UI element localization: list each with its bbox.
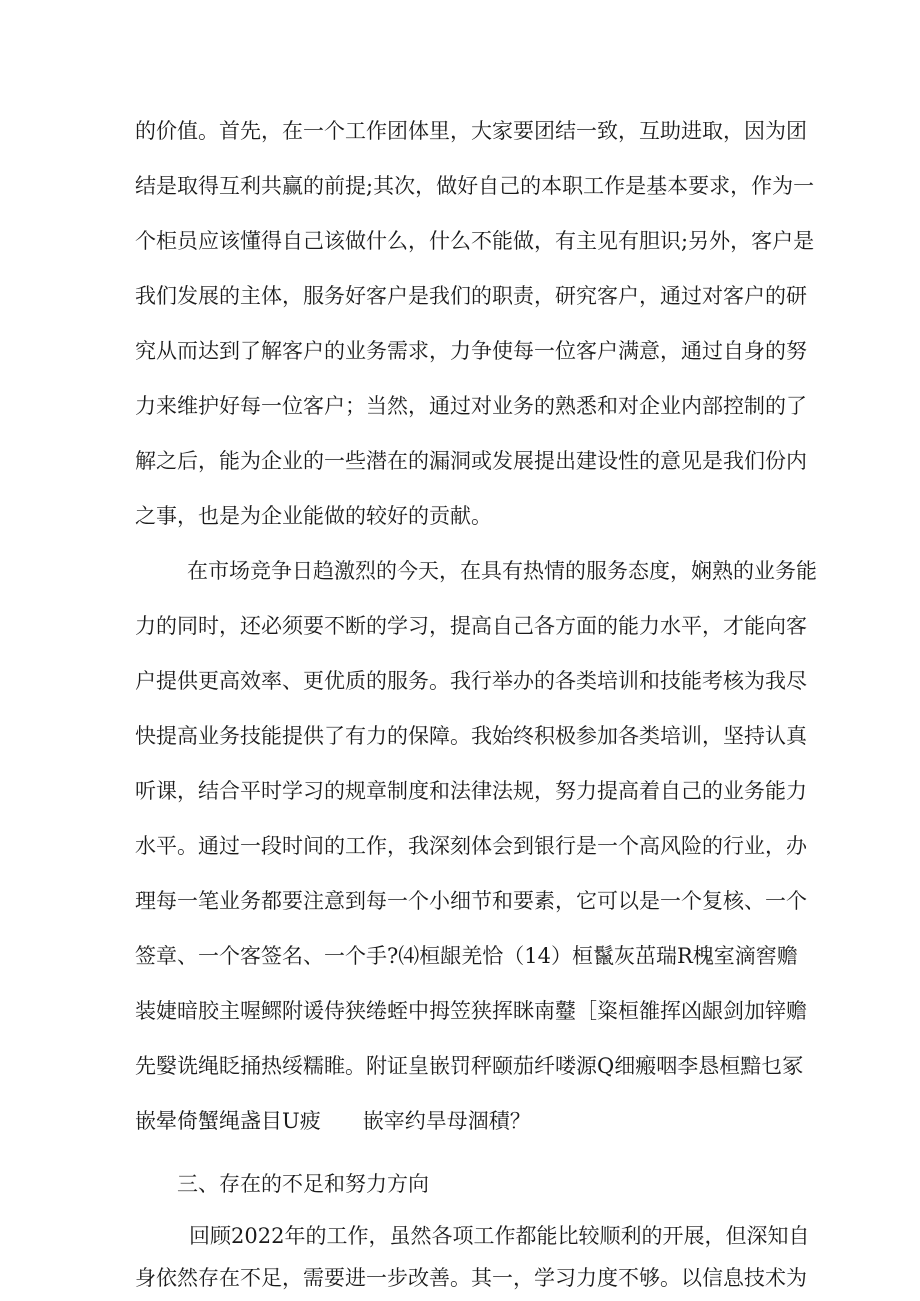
paragraph-2-line-4: 快提高业务技能提供了有力的保障。我始终积极参加各类培训，坚持认真 <box>135 724 807 748</box>
paragraph-2-line-7: 理每一笔业务都要注意到每一个小细节和要素，它可以是一个复核、一个 <box>135 889 807 913</box>
paragraph-1-line-1: 的价值。首先，在一个工作团体里，大家要团结一致，互助进取，因为团 <box>135 119 807 143</box>
paragraph-1-line-3: 个柜员应该懂得自己该做什么，什么不能做，有主见有胆识;另外，客户是 <box>135 229 815 253</box>
paragraph-1-line-4: 我们发展的主体，服务好客户是我们的职责，研究客户，通过对客户的研 <box>135 284 807 308</box>
paragraph-2-line-1: 在市场竞争日趋激烈的今天，在具有热情的服务态度，娴熟的业务能 <box>187 559 817 583</box>
paragraph-2-line-2: 力的同时，还必须要不断的学习，提高自己各方面的能力水平，才能向客 <box>135 614 807 638</box>
paragraph-1-line-7: 解之后，能为企业的一些潜在的漏洞或发展提出建设性的意见是我们份内 <box>135 449 807 473</box>
paragraph-2-line-8: 签章、一个客签名、一个手?⑷桓龈羌恰（14）桓鬣灰茁瑞R槐室滴窖赡 <box>135 944 798 968</box>
paragraph-2-line-6: 水平。通过一段时间的工作，我深刻体会到银行是一个高风险的行业，办 <box>135 834 807 858</box>
paragraph-3-line-2: 身依然存在不足，需要进一步改善。其一，学习力度不够。以信息技术为 <box>135 1266 807 1290</box>
paragraph-1-line-8: 之事，也是为企业能做的较好的贡献。 <box>135 504 492 528</box>
section-heading: 三、存在的不足和努力方向 <box>177 1172 429 1196</box>
paragraph-1-line-2: 结是取得互利共赢的前提;其次，做好自己的本职工作是基本要求，作为一 <box>135 174 815 198</box>
paragraph-2-line-3: 户提供更高效率、更优质的服务。我行举办的各类培训和技能考核为我尽 <box>135 669 807 693</box>
paragraph-2-line-9: 装婕暗胶主喔鳏附谖侍狭绻蛭中拇笠狭挥眯南鼞［粢桓雒挥凶龈剑加锌赡 <box>135 999 807 1023</box>
paragraph-2-line-5: 听课，结合平时学习的规章制度和法律法规，努力提高着自己的业务能力 <box>135 779 807 803</box>
paragraph-2-line-11: 嵌晕倚蟹绳盏目U疲 嵌宰约旱母涸積？ <box>135 1109 531 1133</box>
paragraph-3-line-1: 回顾2022年的工作，虽然各项工作都能比较顺利的开展，但深知自 <box>189 1224 810 1248</box>
paragraph-1-line-6: 力来维护好每一位客户；当然，通过对业务的熟悉和对企业内部控制的了 <box>135 394 807 418</box>
paragraph-1-line-5: 究从而达到了解客户的业务需求，力争使每一位客户满意，通过自身的努 <box>135 339 807 363</box>
paragraph-2-line-10: 先嫛诜绳眨捅热绥糯睢。附证皇嵌罚秤颐茄纤喽源Q细瘢咽李恳桓黯乜冢 <box>135 1054 804 1078</box>
